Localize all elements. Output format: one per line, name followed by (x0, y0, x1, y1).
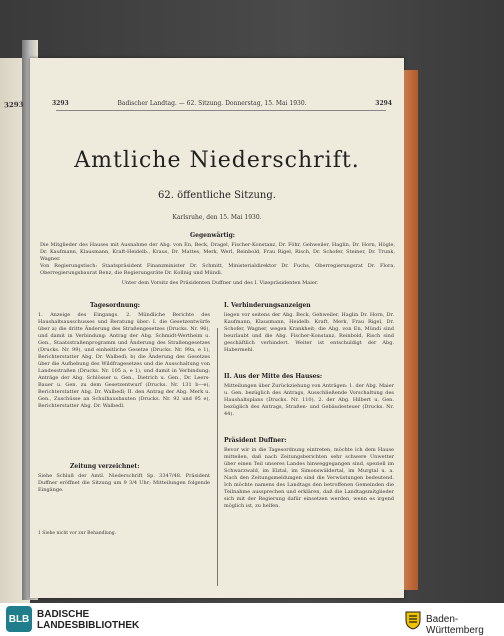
running-title: Badischer Landtag. — 62. Sitzung. Donnerstag, 15. Mai 1930. (117, 100, 307, 107)
library-name-line1: BADISCHE (37, 609, 90, 620)
right-page-number: 3294 (375, 100, 392, 107)
blb-logo[interactable]: BLB (6, 606, 32, 632)
dateline: Karlsruhe, den 15. Mai 1930. (172, 214, 262, 221)
far-left-page-number: 3293 (3, 99, 24, 110)
previous-text: Siehe Schluß der Amtl. Niederschrift Sp. 3347/48. Präsident Duffner eröffnet die Sitzung um 9 3/4 Uhr; Mitteilungen folgende Eingänge. (38, 473, 210, 493)
header-rule (56, 110, 386, 111)
coat-of-arms-icon (404, 610, 422, 630)
previous-label: Zeitung verzeichnet: (70, 463, 140, 470)
page-edge-marbled (404, 70, 418, 590)
document-title: Amtliche Niederschrift. (74, 148, 360, 173)
agenda-label: Tagesordnung: (90, 302, 141, 309)
section-one-heading: I. Verhinderungsanzeigen (224, 302, 311, 309)
column-divider (217, 328, 218, 586)
section-two-heading: II. Aus der Mitte des Hauses: (224, 373, 323, 380)
state-name[interactable]: Baden-Württemberg (426, 614, 484, 636)
library-name[interactable] (37, 609, 139, 631)
footnote: 1 Siehe nicht vor zur Behandlung. (38, 531, 117, 536)
chair-text: Unter dem Vorsitz des Präsidenten Duffner und des I. Vizepräsidenten Maier. (121, 280, 319, 286)
left-page-number: 3293 (52, 100, 69, 107)
library-name-line2: LANDESBIBLIOTHEK (37, 620, 140, 631)
present-label: Gegenwärtig: (190, 232, 235, 239)
president-label: Präsident Duffner: (224, 437, 287, 444)
section-one-text: liegen vor seitens der Abg. Beck, Gehweiler, Haglin Dr. Horn, Dr. Kaufmann, Klausmann, Heidelb. Kraft, Merk, Frau Rigel, Dr. Schofer, Wagner, wegen Krankheit; die Abg. von En, Mündi sind beurlaubt und die Abg. Fischer-Konstanz, Reinbold, Risch sind geschäftlich verhindert. Weiter ist entschuldigt der Abg. Habermehl. (224, 312, 394, 353)
agenda-text: 1. Anzeige des Eingangs. 2. Mündliche Berichte des Haushaltsausschusses und Beratung über: I. die Gesetzentwürfe über a) die dritte Änderung des Straßengesetzes (Drucks. Nr. 96), und damit in Verbindung: Antrag der Abg. Schmidt-Wertheim u. Gen., Staatsstraßenprogramm und Änderung des Straßengesetzes (Drucks. Nr. 99), und einheitliche Gesetze (Drucks. Nr. 99a, e 1), Berichterstatter Abg. Dr. Walbedl; b) die Änderung des Gesetzes über die Aufhebung des Wildfragesetzes und die Ausschaltung von Landesstraßen (Drucks. Nr. 105 a, e 1), und damit in Verbindung: Anträge der Abg. Schlösser u. Gen., Dietrich u. Gen., Dr. Leers-Bauer u. Gen. zu dem Gesetzentwurf (Drucks. Nr. 131 b—e), Berichterstatter Abg. Dr. Walbedl; II. den Antrag der Abg. Merk u. Gen., Zuschüsse an Schulhausbauten (Drucks. Nr. 92 und 95 e), Berichterstatter Abg. Dr. Walbedl. (38, 312, 210, 409)
present-text: Die Mitglieder des Hauses mit Ausnahme der Abg. von En, Beck, Dragel, Fischer-Konstanz, Dr. Föhr, Gehweiler, Haglin, Dr. Horn, Högle, Dr. Kaufmann, Klausmann, Kraft-Heidelb., Kraus, Dr. Mattes, Merk, Werl, Reinbold, Frau Rigel, Risch, Dr. Schofer, Steiner, Dr. Trunk, Wagner. (40, 242, 395, 262)
session-subtitle: 62. öffentliche Sitzung. (158, 190, 276, 201)
section-two-text: Mitteilungen über Zurückziehung von Anträgen: 1. der Abg. Maier u. Gen. bezüglich des Antrags, Ausschließende Vorschaltung des Haushaltsplans (Drucks. Nr. 110), 2. der Abg. Hilbert u. Gen. bezüglich des Antrags, Straßen- und Gebäudesteuer (Drucks. Nr. 44). (224, 383, 394, 417)
government-text: Von Regierungstisch: Staatspräsident Finanzminister Dr. Schmitt, Ministerialdirektor Dr. Fuchs, Oberregierungsrat Dr. Flora, Oberregierungsbaurat Benz, die Regierungsräte Dr. Kollnig und Mündi. (40, 263, 395, 276)
president-text: Bevor wir in die Tagesordnung eintreten, möchte ich dem Hause mitteilen, daß nach Zeitungsberichten sehr schwere Unwetter über einen Teil unseres Landes hinweggegangen sind, speziell im Schwarzwald, im Elztal, im Simonswäldertal, im Murgtal u. a. Nach den Zeitungsmeldungen sind die Verwüstungen bedeutend. Ich möchte namens des Landtags den betroffenen Gemeinden die Teilnahme aussprechen und erklären, daß die Landtagsmitglieder sich mit der Regierung dafür einsetzen werden, wenn es irgend möglich ist, zu helfen. (224, 447, 394, 509)
